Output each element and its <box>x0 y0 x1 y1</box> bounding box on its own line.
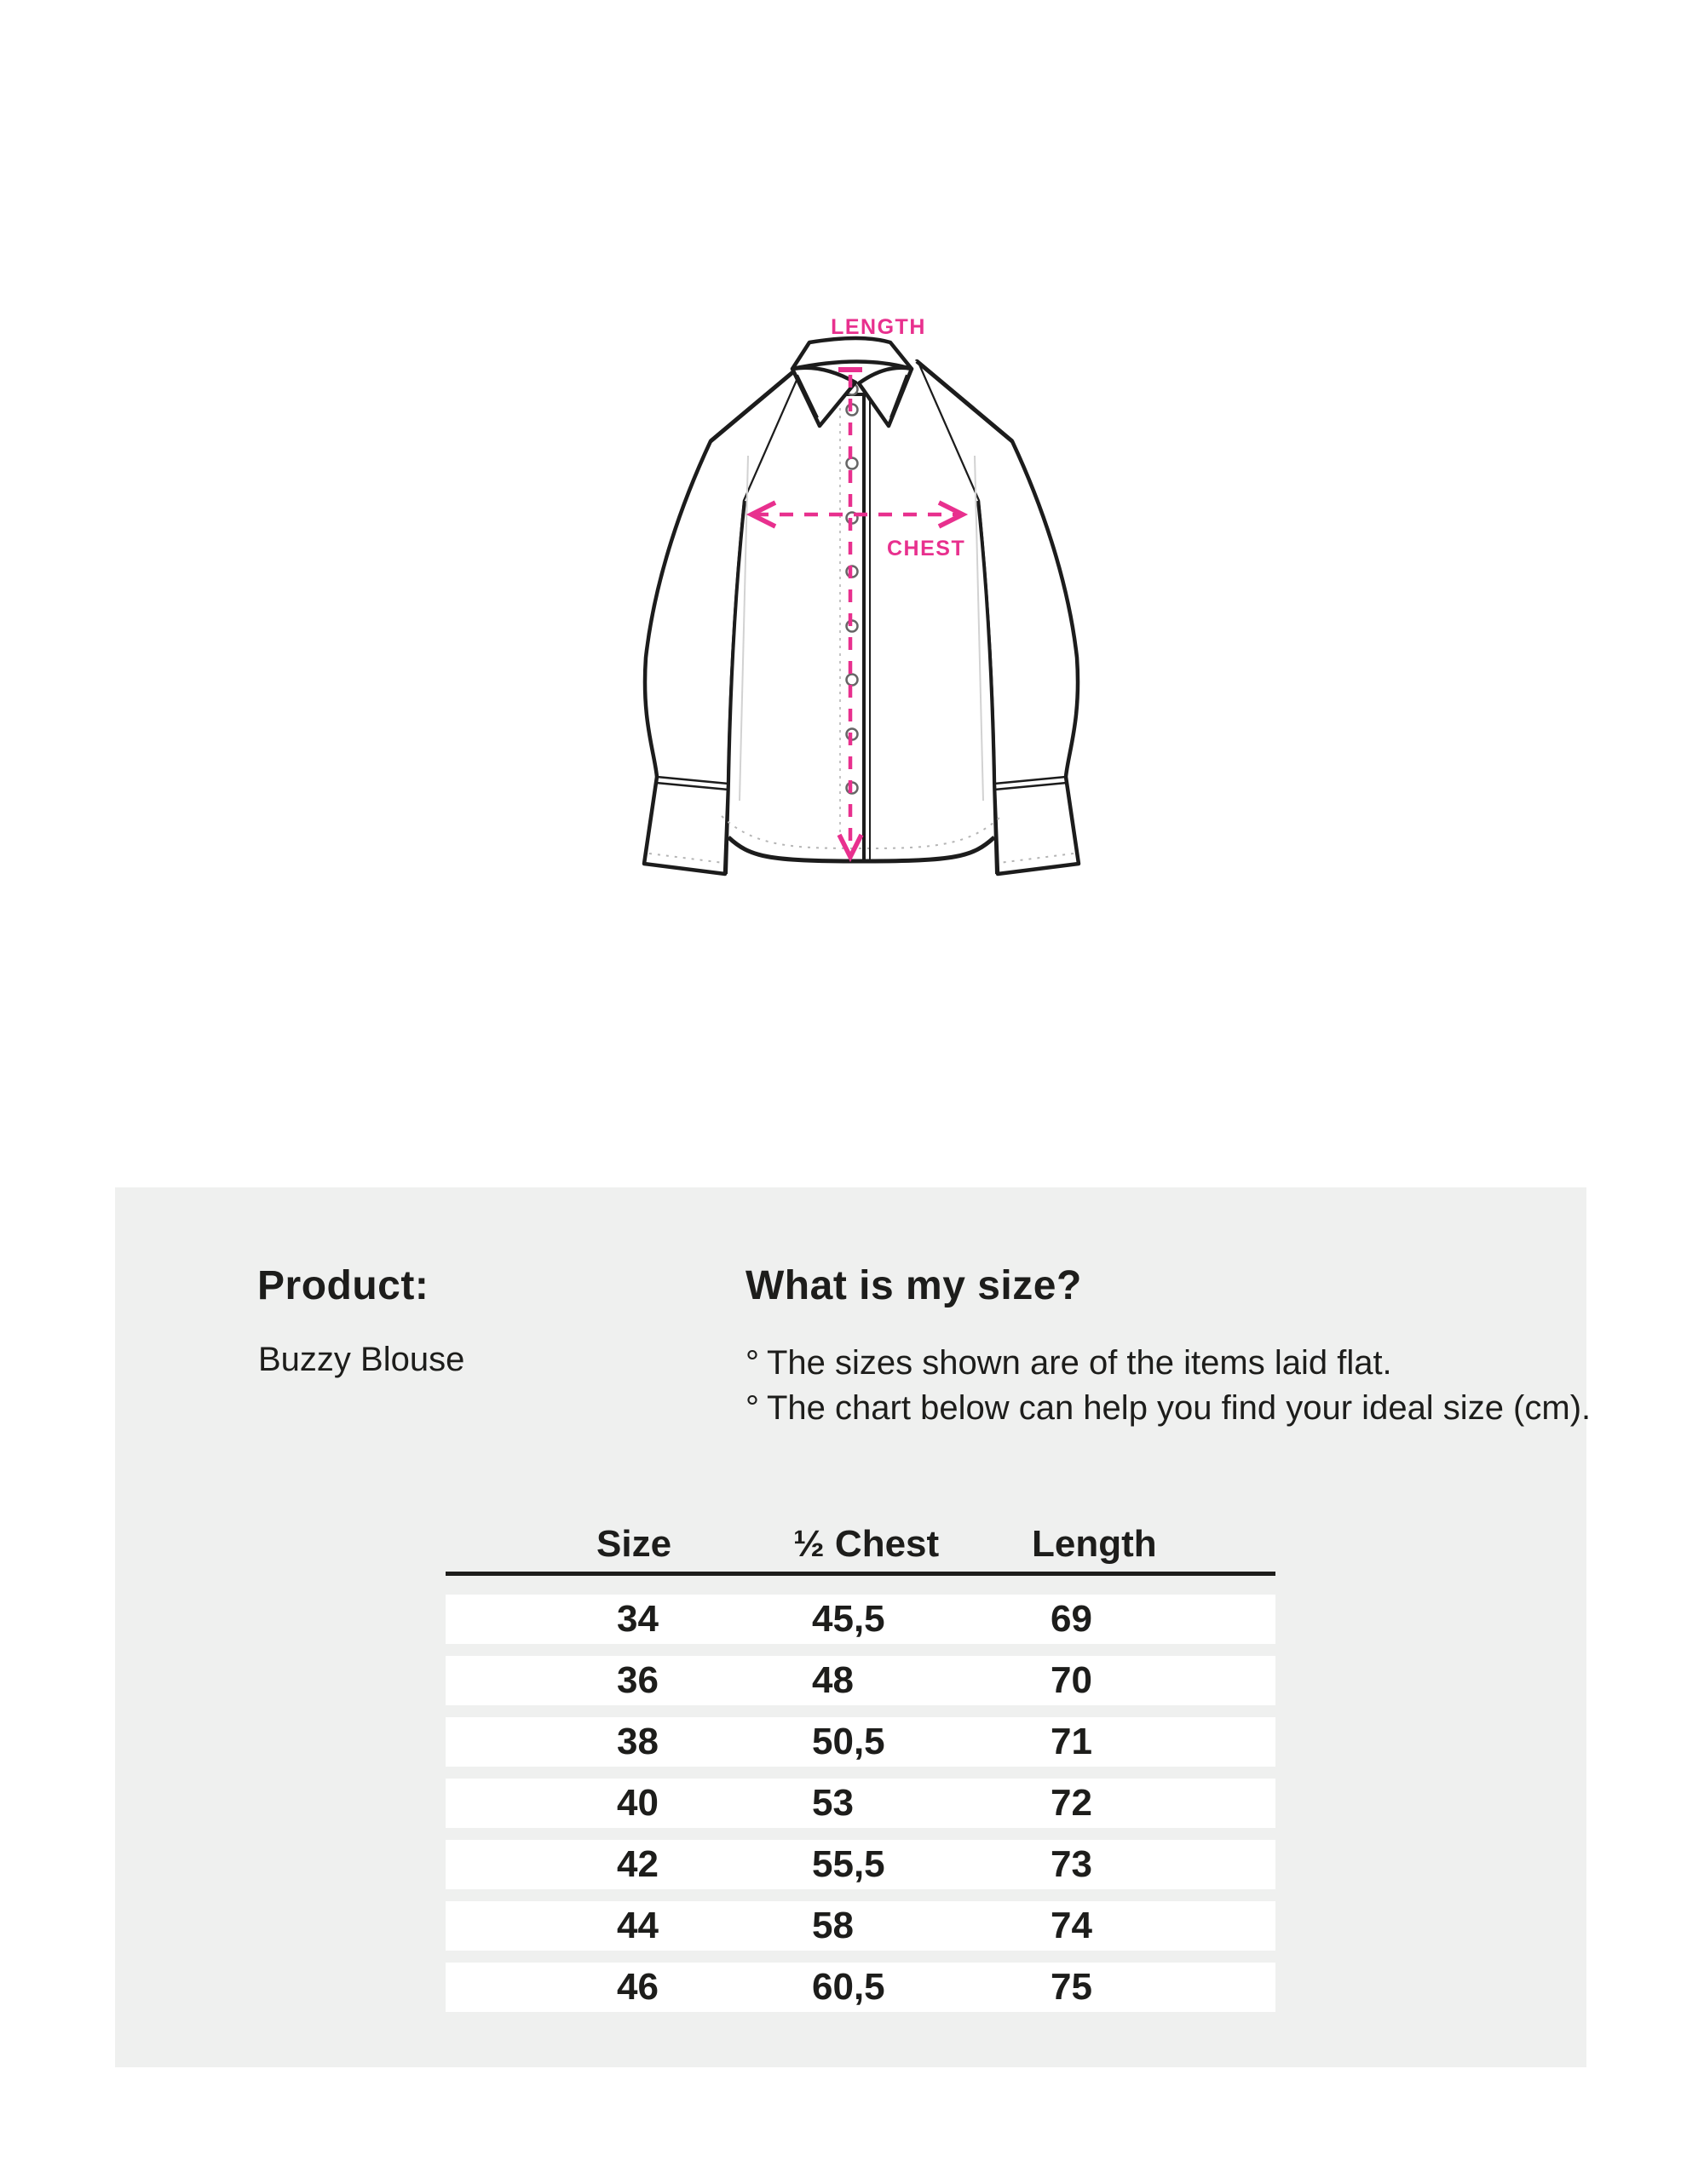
table-cell: 46 <box>617 1966 659 2008</box>
table-row <box>446 1717 1275 1767</box>
table-cell: 73 <box>1051 1843 1092 1885</box>
table-cell: 42 <box>617 1843 659 1885</box>
shirt-illustration <box>596 311 1108 907</box>
table-column-header: Length <box>1032 1523 1157 1565</box>
table-cell: 34 <box>617 1598 659 1640</box>
size-table-header <box>446 1523 1275 1566</box>
table-cell: 38 <box>617 1721 659 1762</box>
size-note <box>746 1341 1591 1386</box>
table-header-rule <box>446 1572 1275 1576</box>
table-row <box>446 1779 1275 1828</box>
table-cell: 72 <box>1051 1782 1092 1824</box>
table-row <box>446 1901 1275 1951</box>
size-note-text: The chart below can help you find your ideal size (cm). <box>767 1389 1592 1427</box>
table-cell: 36 <box>617 1659 659 1701</box>
table-row <box>446 1840 1275 1889</box>
table-column-header: Size <box>596 1523 672 1565</box>
product-name: Buzzy Blouse <box>258 1341 465 1378</box>
table-cell: 75 <box>1051 1966 1092 2008</box>
table-cell: 71 <box>1051 1721 1092 1762</box>
table-cell: 40 <box>617 1782 659 1824</box>
table-cell: 69 <box>1051 1598 1092 1640</box>
button-dot <box>847 675 858 686</box>
table-cell: 48 <box>812 1659 854 1701</box>
table-cell: 74 <box>1051 1905 1092 1946</box>
bullet-glyph: ° <box>746 1389 759 1427</box>
chest-label: CHEST <box>887 537 966 560</box>
product-heading: Product: <box>257 1263 429 1308</box>
size-note-text: The sizes shown are of the items laid flat. <box>767 1344 1392 1382</box>
table-cell: 70 <box>1051 1659 1092 1701</box>
table-row <box>446 1595 1275 1644</box>
table-cell: 53 <box>812 1782 854 1824</box>
table-cell: 50,5 <box>812 1721 885 1762</box>
shirt-outline <box>644 338 1079 874</box>
button-dot <box>847 458 858 469</box>
table-row <box>446 1963 1275 2012</box>
table-cell: 58 <box>812 1905 854 1946</box>
size-help-heading: What is my size? <box>746 1263 1082 1308</box>
table-cell: 44 <box>617 1905 659 1946</box>
table-row <box>446 1656 1275 1705</box>
size-table <box>446 1595 1275 2012</box>
table-cell: 60,5 <box>812 1966 885 2008</box>
table-cell: 45,5 <box>812 1598 885 1640</box>
bullet-glyph: ° <box>746 1344 759 1382</box>
size-note <box>746 1386 1591 1431</box>
table-column-header: ½ Chest <box>793 1523 940 1565</box>
length-label: LENGTH <box>831 315 926 339</box>
table-cell: 55,5 <box>812 1843 885 1885</box>
size-notes <box>746 1341 1591 1431</box>
